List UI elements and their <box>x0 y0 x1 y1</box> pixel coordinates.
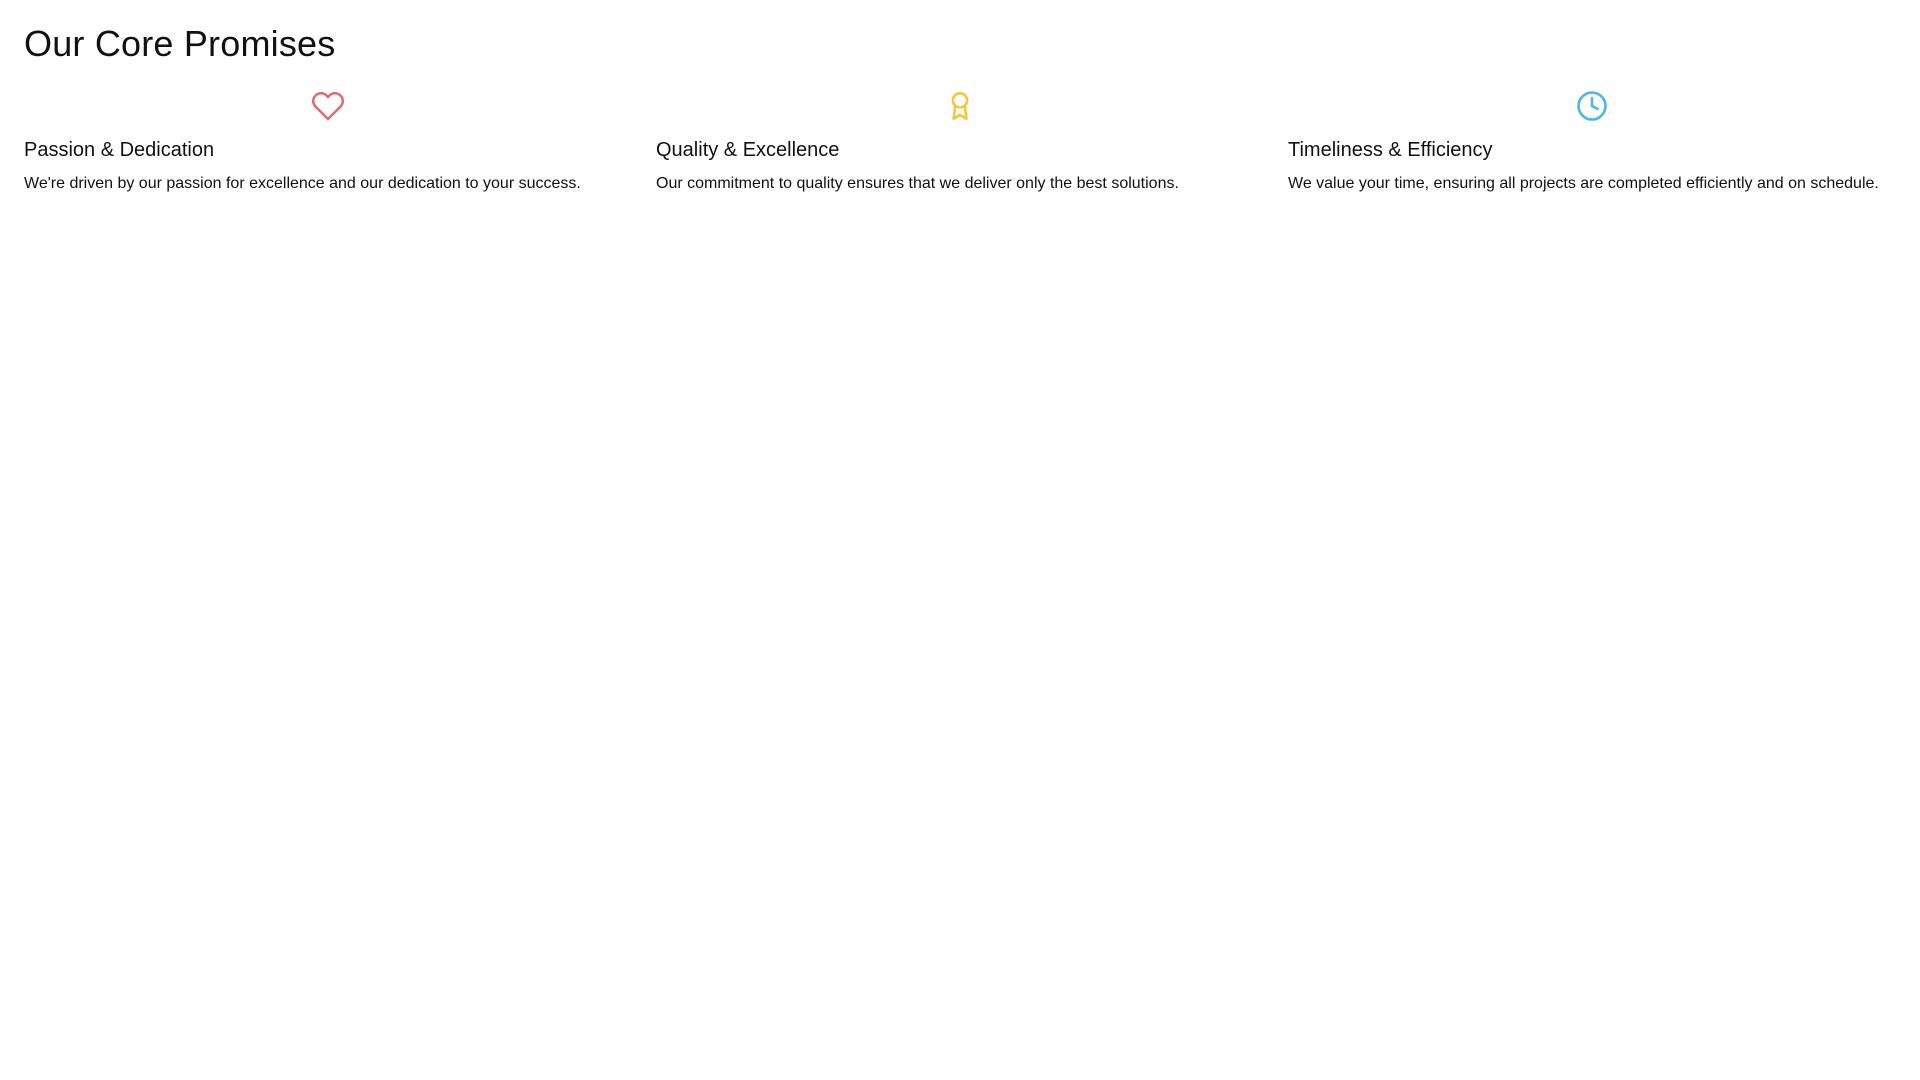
promise-description: We value your time, ensuring all projects are completed efficiently and on schedule. <box>1288 175 1879 192</box>
award-ribbon-icon <box>943 89 977 123</box>
promise-title: Quality & Excellence <box>656 139 840 161</box>
heart-icon <box>311 89 345 123</box>
promise-icon-row <box>656 88 1264 124</box>
promise-icon-row <box>1288 88 1896 124</box>
promise-icon-row <box>24 88 632 124</box>
promise-description: Our commitment to quality ensures that we deliver only the best solutions. <box>656 175 1179 192</box>
promise-card-passion <box>24 88 632 195</box>
clock-icon <box>1575 89 1609 123</box>
promise-title: Timeliness & Efficiency <box>1288 139 1493 161</box>
promise-description: We're driven by our passion for excellence and our dedication to your success. <box>24 175 581 192</box>
promise-title: Passion & Dedication <box>24 139 215 161</box>
promise-card-timeliness <box>1288 88 1896 195</box>
page <box>0 0 1920 195</box>
promise-card-quality <box>656 88 1264 195</box>
promises-grid <box>24 88 1896 195</box>
page-title: Our Core Promises <box>24 23 336 64</box>
